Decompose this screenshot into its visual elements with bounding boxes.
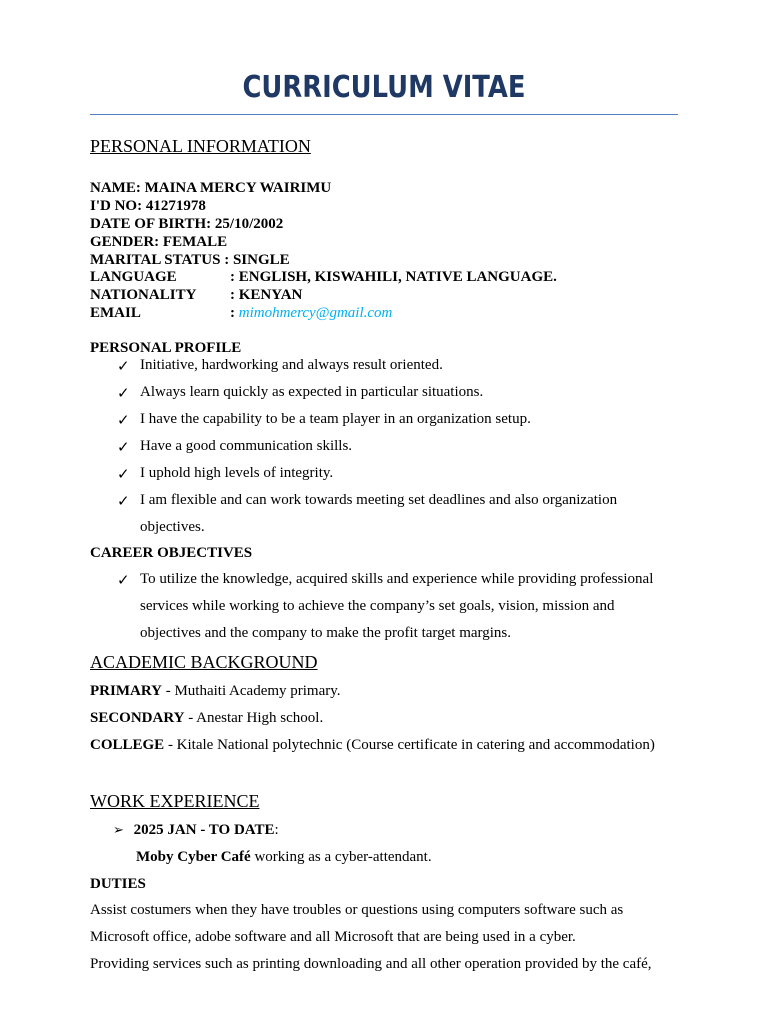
- duties-heading: DUTIES: [90, 876, 146, 892]
- name-line: NAME: MAINA MERCY WAIRIMU: [90, 180, 332, 196]
- check-icon: ✓: [117, 467, 130, 483]
- primary-value: - Muthaiti Academy primary.: [161, 683, 341, 699]
- nationality-label: NATIONALITY: [90, 287, 197, 303]
- check-icon: ✓: [117, 386, 130, 402]
- profile-item-text: Have a good communication skills.: [140, 438, 353, 454]
- id-line: I'D NO: 41271978: [90, 198, 206, 214]
- academic-background-heading: ACADEMIC BACKGROUND: [90, 652, 318, 672]
- nationality-line: [90, 286, 302, 304]
- language-label: LANGUAGE: [90, 269, 177, 285]
- arrow-bullet-icon: ➢: [113, 822, 124, 837]
- personal-profile-heading: PERSONAL PROFILE: [90, 340, 242, 356]
- profile-item-text: I am flexible and can work towards meeting set deadlines and also organization: [140, 492, 618, 508]
- language-line: [90, 268, 557, 286]
- employer-line: [136, 849, 432, 866]
- language-value: : ENGLISH, KISWAHILI, NATIVE LANGUAGE.: [230, 269, 557, 285]
- work-experience-heading: WORK EXPERIENCE: [90, 791, 260, 811]
- duties-line: Microsoft office, adobe software and all Microsoft that are being used in a cyber.: [90, 929, 576, 945]
- college-value: - Kitale National polytechnic (Course certificate in catering and accommodation): [164, 737, 655, 753]
- profile-item-text: Initiative, hardworking and always result oriented.: [140, 357, 443, 373]
- objective-line: services while working to achieve the company’s set goals, vision, mission and: [140, 598, 615, 614]
- email-line: [90, 304, 392, 322]
- work-period-line: [113, 822, 279, 839]
- profile-item-text: I uphold high levels of integrity.: [140, 465, 334, 481]
- college-line: [90, 737, 655, 754]
- nationality-value: : KENYAN: [230, 287, 303, 303]
- work-period-colon: :: [274, 822, 279, 838]
- profile-item-text: I have the capability to be a team player in an organization setup.: [140, 411, 531, 427]
- objective-line: To utilize the knowledge, acquired skills and experience while providing professional: [140, 571, 654, 587]
- employer-name: Moby Cyber Café: [136, 849, 251, 865]
- work-period: 2025 JAN - TO DATE: [133, 822, 275, 838]
- duties-line: Assist costumers when they have troubles or questions using computers software such as: [90, 902, 624, 918]
- title-divider: [90, 114, 678, 115]
- check-icon: ✓: [117, 573, 130, 589]
- college-label: COLLEGE: [90, 737, 165, 753]
- email-colon: :: [230, 305, 239, 321]
- secondary-line: [90, 710, 323, 727]
- career-objectives-heading: CAREER OBJECTIVES: [90, 545, 253, 561]
- primary-label: PRIMARY: [90, 683, 162, 699]
- email-link[interactable]: mimohmercy@gmail.com: [238, 305, 393, 321]
- secondary-value: - Anestar High school.: [184, 710, 324, 726]
- page-title: CURRICULUM VITAE: [242, 70, 526, 105]
- dob-line: DATE OF BIRTH: 25/10/2002: [90, 216, 284, 232]
- check-icon: ✓: [117, 359, 130, 375]
- email-label: EMAIL: [90, 305, 141, 321]
- employer-role: working as a cyber-attendant.: [250, 849, 432, 865]
- personal-information-heading: PERSONAL INFORMATION: [90, 136, 311, 156]
- profile-item-text: objectives.: [140, 519, 205, 535]
- duties-line: Providing services such as printing downloading and all other operation provided by the café,: [90, 956, 652, 972]
- check-icon: ✓: [117, 413, 130, 429]
- check-icon: ✓: [117, 440, 130, 456]
- gender-line: GENDER: FEMALE: [90, 234, 228, 250]
- primary-line: [90, 683, 341, 700]
- objective-line: objectives and the company to make the profit target margins.: [140, 625, 512, 641]
- marital-line: MARITAL STATUS : SINGLE: [90, 252, 290, 268]
- check-icon: ✓: [117, 494, 130, 510]
- secondary-label: SECONDARY: [90, 710, 185, 726]
- profile-item-text: Always learn quickly as expected in particular situations.: [140, 384, 484, 400]
